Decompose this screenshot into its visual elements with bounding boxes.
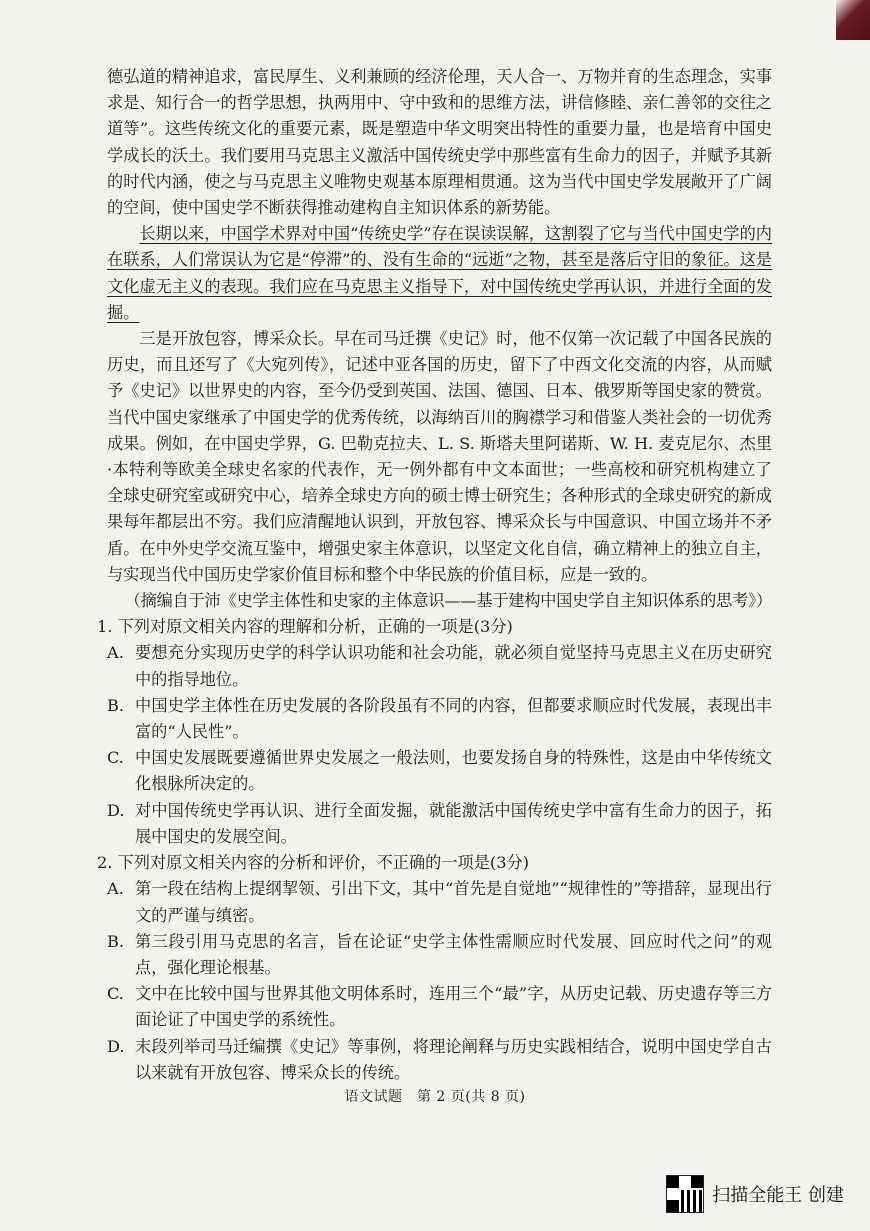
page-footer: 语文试题 第 2 页(共 8 页)	[344, 1089, 526, 1105]
option-letter: D.	[107, 800, 125, 820]
option-text: 文中在比较中国与世界其他文明体系时，连用三个“最”字，从历史记载、历史遗存等三方面论证了中国史学的系统性。	[135, 984, 772, 1030]
option-c	[107, 981, 772, 1033]
option-letter: B.	[107, 931, 125, 951]
paragraph-underlined	[107, 221, 772, 326]
option-text: 要想充分实现历史学的科学认识功能和社会功能，就必须自觉坚持马克思主义在历史研究中的指导地位。	[135, 643, 772, 689]
option-letter: B.	[107, 695, 125, 715]
question-2	[97, 850, 772, 1086]
underlined-text: 长期以来，中国学术界对中国“传统史学”存在误读误解，这割裂了它与当代中国史学的内在联系，人们常误认为它是“停滞”的、没有生命的“远逝”之物，甚至是落后守旧的象征。这是文化虚无主义的表现。我们应在马克思主义指导下，对中国传统史学再认识，并进行全面的发掘。	[107, 224, 772, 322]
option-d	[107, 798, 772, 850]
option-a	[107, 876, 772, 928]
option-letter: D.	[107, 1036, 125, 1056]
option-text: 对中国传统史学再认识、进行全面发掘，就能激活中国传统史学中富有生命力的因子，拓展中国史的发展空间。	[135, 800, 772, 846]
question-1	[97, 614, 772, 850]
option-b	[107, 929, 772, 981]
question-stem: 1. 下列对原文相关内容的理解和分析，正确的一项是(3分)	[97, 617, 513, 637]
option-text: 中国史学主体性在历史发展的各阶段虽有不同的内容，但都要求顺应时代发展，表现出丰富的“人民性”。	[135, 695, 772, 742]
paragraph-three: 三是开放包容，博采众长。早在司马迁撰《史记》时，他不仅第一次记载了中国各民族的历史，而且还写了《大宛列传》，记述中亚各国的历史，留下了中西文化交流的内容，从而赋予《史记》以世界史的内容，至今仍受到英国、法国、德国、日本、俄罗斯等国史家的赞赏。当代中国史家继承了中国史学的优秀传统，以海纳百川的胸襟学习和借鉴人类社会的一切优秀成果。例如，在中国史学界，G. 巴勒克拉夫、L. S. 斯塔夫里阿诺斯、W. H. 麦克尼尔、杰里·本特利等欧美全球史名家的代表作，无一例外都有中文本面世；一些高校和研究机构建立了全球史研究室或研究中心，培养全球史方向的硕士博士研究生；各种形式的全球史研究的新成果每年都层出不穷。我们应清醒地认识到，开放包容、博采众长与中国意识、中国立场并不矛盾。在中外史学交流互鉴中，增强史家主体意识，以坚定文化自信，确立精神上的独立自主，与实现当代中国历史学家价值目标和整个中华民族的价值目标，应是一致的。	[107, 329, 772, 584]
option-text: 末段列举司马迁编撰《史记》等事例，将理论阐释与历史实践相结合，说明中国史学自古以来就有开放包容、博采众长的传统。	[135, 1036, 772, 1082]
option-b	[107, 693, 772, 745]
paragraph-continued: 德弘道的精神追求，富民厚生、义利兼顾的经济伦理，天人合一、万物并育的生态理念，实事求是、知行合一的哲学思想，执两用中、守中致和的思维方法，讲信修睦、亲仁善邻的交往之道等”。这些传统文化的重要元素，既是塑造中华文明突出特性的重要力量，也是培育中国史学成长的沃土。我们要用马克思主义激活中国传统史学中那些富有生命力的因子，并赋予其新的时代内涵，使之与马克思主义唯物史观基本原理相贯通。这为当代中国史学发展敞开了广阔的空间，使中国史学不断获得推动建构自主知识体系的新势能。	[107, 67, 772, 218]
option-text: 第一段在结构上提纲挈领、引出下文，其中“首先是自觉地”“规律性的”等措辞，显现出行文的严谨与缜密。	[135, 879, 772, 925]
option-c	[107, 745, 772, 797]
option-letter: C.	[107, 748, 124, 768]
question-stem: 2. 下列对原文相关内容的分析和评价，不正确的一项是(3分)	[97, 853, 530, 873]
option-d	[107, 1034, 772, 1086]
option-letter: C.	[107, 984, 124, 1004]
qr-code-icon	[666, 1175, 704, 1213]
option-a	[107, 640, 772, 692]
source-citation: （摘编自于沛《史学主体性和史家的主体意识——基于建构中国史学自主知识体系的思考》）	[124, 591, 772, 611]
brand-label: 扫描全能王 创建	[712, 1185, 844, 1206]
document-body	[97, 64, 772, 1086]
option-text: 中国史发展既要遵循世界史发展之一般法则，也要发扬自身的特殊性，这是由中华传统文化根脉所决定的。	[135, 748, 772, 794]
scanner-watermark	[666, 1175, 844, 1213]
option-text: 第三段引用马克思的名言，旨在论证“史学主体性需顺应时代发展、回应时代之问”的观点，强化理论根基。	[135, 931, 772, 977]
option-letter: A.	[107, 879, 124, 899]
option-letter: A.	[107, 643, 124, 663]
corner-binding-mark	[836, 0, 870, 40]
